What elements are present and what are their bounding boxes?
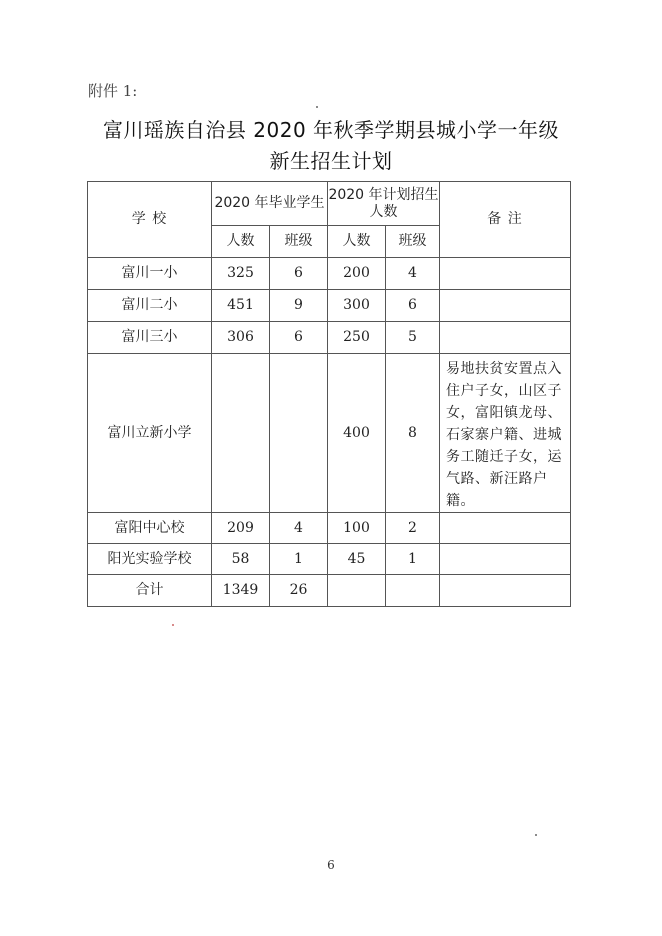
cell-grad-classes (270, 354, 328, 513)
header-plan-students: 人数 (328, 226, 386, 258)
cell-grad-students: 58 (212, 544, 270, 575)
cell-note (440, 258, 571, 290)
cell-note (440, 513, 571, 544)
cell-plan-students: 300 (328, 290, 386, 322)
cell-note (440, 544, 571, 575)
cell-plan-classes: 4 (386, 258, 440, 290)
cell-grad-students: 209 (212, 513, 270, 544)
cell-grad-classes: 26 (270, 575, 328, 607)
table-row (88, 513, 571, 544)
cell-grad-students: 325 (212, 258, 270, 290)
cell-note: 易地扶贫安置点入住户子女，山区子女，富阳镇龙母、石家寨户籍、进城务工随迁子女，运气路、新汪路户籍。 (440, 354, 571, 513)
cell-plan-classes (386, 575, 440, 607)
cell-plan-classes: 5 (386, 322, 440, 354)
header-grad-classes: 班级 (270, 226, 328, 258)
header-grad-students: 人数 (212, 226, 270, 258)
table-row-total (88, 575, 571, 607)
enrollment-plan-table (87, 181, 571, 607)
cell-plan-classes: 2 (386, 513, 440, 544)
header-grad-2020: 2020 年毕业学生 (212, 182, 328, 226)
cell-note (440, 575, 571, 607)
cell-school: 合计 (88, 575, 212, 607)
cell-school: 富川立新小学 (88, 354, 212, 513)
cell-school: 富川三小 (88, 322, 212, 354)
cell-grad-students: 1349 (212, 575, 270, 607)
table-row (88, 354, 571, 513)
cell-grad-students: 451 (212, 290, 270, 322)
cell-grad-students: 306 (212, 322, 270, 354)
page-number: 6 (327, 858, 335, 872)
cell-plan-classes: 8 (386, 354, 440, 513)
attachment-label: 附件 1: (88, 82, 138, 100)
cell-school: 富川一小 (88, 258, 212, 290)
document-title-line1: 富川瑶族自治县 2020 年秋季学期县城小学一年级 (102, 118, 560, 142)
cell-school: 富川二小 (88, 290, 212, 322)
cell-school: 富阳中心校 (88, 513, 212, 544)
cell-plan-students: 100 (328, 513, 386, 544)
table-row (88, 258, 571, 290)
cell-plan-students: 250 (328, 322, 386, 354)
cell-school: 阳光实验学校 (88, 544, 212, 575)
header-remarks: 备 注 (440, 182, 571, 258)
document-title-line2: 新生招生计划 (269, 149, 393, 173)
cell-note (440, 322, 571, 354)
cell-grad-classes: 1 (270, 544, 328, 575)
table-row (88, 322, 571, 354)
scan-speck (535, 834, 537, 836)
cell-plan-students (328, 575, 386, 607)
cell-grad-classes: 9 (270, 290, 328, 322)
header-plan-classes: 班级 (386, 226, 440, 258)
cell-plan-classes: 6 (386, 290, 440, 322)
cell-note (440, 290, 571, 322)
scan-speck (172, 624, 174, 626)
cell-plan-students: 200 (328, 258, 386, 290)
table-row (88, 290, 571, 322)
cell-plan-students: 45 (328, 544, 386, 575)
table-row (88, 544, 571, 575)
cell-grad-students (212, 354, 270, 513)
header-school: 学 校 (88, 182, 212, 258)
header-plan-2020: 2020 年计划招生人数 (328, 182, 440, 226)
cell-grad-classes: 6 (270, 258, 328, 290)
cell-plan-classes: 1 (386, 544, 440, 575)
cell-grad-classes: 4 (270, 513, 328, 544)
cell-grad-classes: 6 (270, 322, 328, 354)
cell-plan-students: 400 (328, 354, 386, 513)
scan-speck (316, 106, 318, 108)
